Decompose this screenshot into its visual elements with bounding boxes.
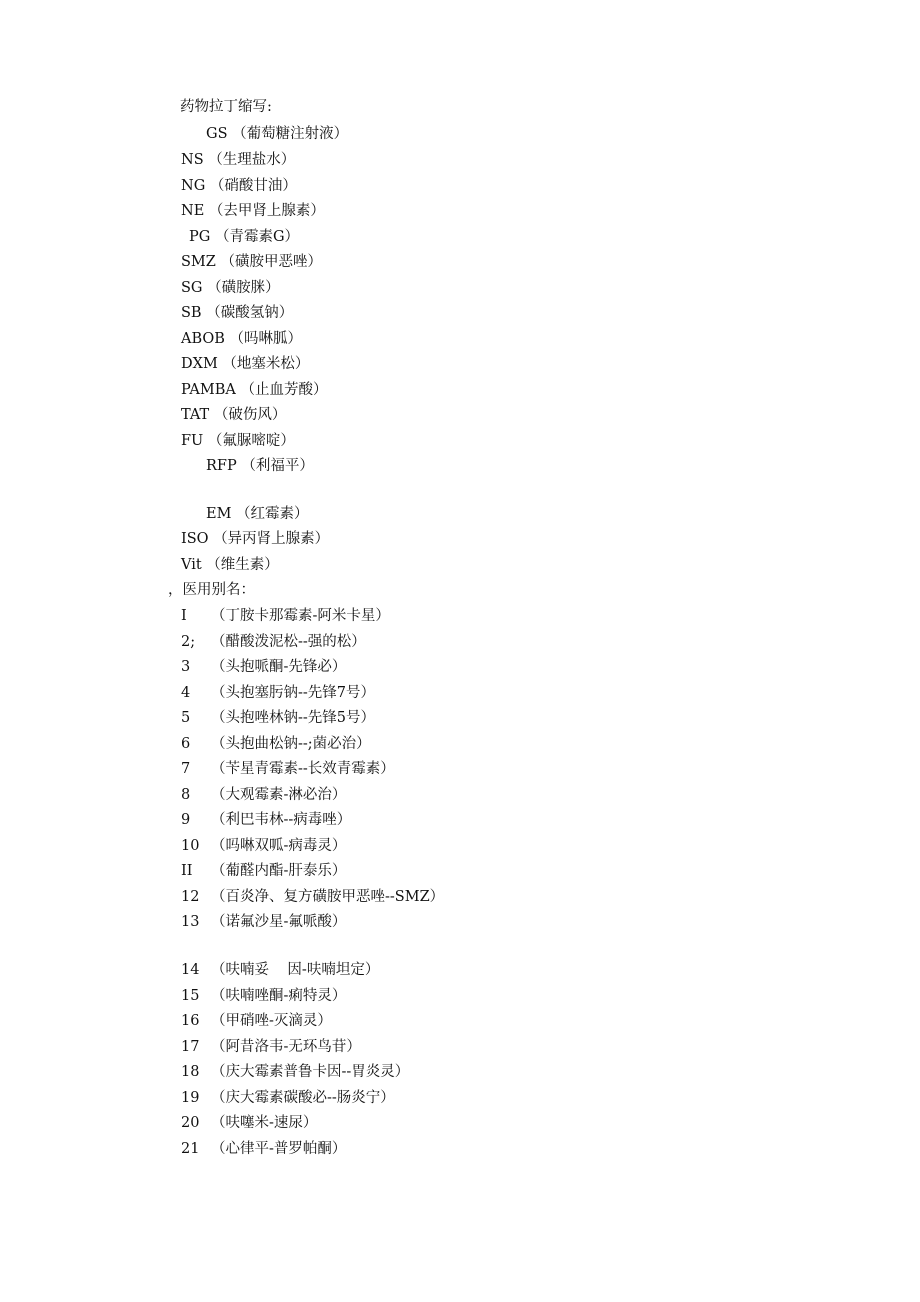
alias-text: （头抱哌酮-先锋必） (211, 659, 347, 675)
alias-item (181, 986, 346, 1006)
abbreviation-name: （生理盐水） (203, 152, 296, 168)
abbreviation-name: （碳酸氢钠） (201, 305, 294, 321)
alias-item (181, 632, 366, 652)
abbreviation-code: GS (206, 126, 228, 142)
alias-text: （头抱唑林钠--先锋5号） (211, 710, 376, 726)
alias-number: 8 (181, 787, 191, 803)
section-heading-medical-aliases: ，医用别名： (168, 582, 255, 598)
alias-text: （呋喃妥 因-呋喃坦定） (211, 962, 380, 978)
abbreviation-code: NS (181, 152, 204, 168)
abbreviation-name: （青霉素G） (210, 229, 300, 245)
alias-item (181, 1011, 332, 1031)
alias-text: （头抱塞肟钠--先锋7号） (211, 685, 376, 701)
alias-text: （诺氟沙星-氟哌酸） (211, 914, 347, 930)
alias-item (181, 734, 371, 754)
alias-item (181, 1088, 395, 1108)
alias-number: II (181, 863, 193, 879)
abbreviation-item (181, 201, 325, 221)
abbreviation-code: DXM (181, 356, 218, 372)
alias-text: （心律平-普罗帕酮） (211, 1141, 347, 1157)
alias-number: 6 (181, 736, 191, 752)
abbreviation-code: FU (181, 433, 204, 449)
abbreviation-item (181, 405, 286, 425)
abbreviation-code: Vit (181, 557, 202, 573)
alias-item (181, 1062, 409, 1082)
alias-number: 2; (181, 634, 196, 650)
alias-item (181, 960, 379, 980)
abbreviation-name: （硝酸甘油） (205, 178, 297, 194)
alias-text: （甲硝唑-灭滴灵） (211, 1013, 332, 1029)
alias-text: （醋酸泼泥松--强的松） (211, 634, 366, 650)
abbreviation-item (181, 555, 279, 575)
abbreviation-code: ABOB (181, 331, 225, 347)
alias-item (181, 912, 346, 932)
alias-item (181, 1113, 317, 1133)
alias-item (181, 887, 444, 907)
alias-text: （葡醛内酯-肝泰乐） (211, 863, 347, 879)
alias-item (181, 708, 375, 728)
alias-text: （利巴韦林--病毒唑） (211, 812, 352, 828)
abbreviation-code: TAT (181, 407, 210, 423)
alias-number: 15 (181, 988, 200, 1004)
abbreviation-item (181, 278, 280, 298)
abbreviation-name: （葡萄糖注射液） (227, 126, 349, 142)
abbreviation-code: NE (181, 203, 205, 219)
alias-item (181, 759, 395, 779)
abbreviation-item (206, 504, 309, 524)
alias-number: 16 (181, 1013, 200, 1029)
alias-text: （百炎净、复方磺胺甲恶唑--SMZ） (211, 889, 445, 905)
abbreviation-code: NG (181, 178, 206, 194)
abbreviation-name: （磺胺脒） (202, 280, 280, 296)
alias-text: （吗啉双呱-病毒灵） (211, 838, 347, 854)
alias-item (181, 1139, 346, 1159)
abbreviation-item (181, 329, 302, 349)
alias-number: 13 (181, 914, 200, 930)
abbreviation-code: EM (206, 506, 232, 522)
alias-item (181, 683, 375, 703)
alias-number: 5 (181, 710, 191, 726)
abbreviation-item (181, 176, 297, 196)
alias-text: （呋噻米-速尿） (211, 1115, 318, 1131)
alias-text: （头抱曲松钠--;菌必治） (211, 736, 371, 752)
alias-item (181, 861, 346, 881)
abbreviation-code: PAMBA (181, 382, 236, 398)
alias-text: （庆大霉素普鲁卡因--胃炎灵） (211, 1064, 410, 1080)
abbreviation-name: （异丙肾上腺素） (208, 531, 330, 547)
abbreviation-name: （地塞米松） (217, 356, 310, 372)
alias-text: （呋喃唑酮-痢特灵） (211, 988, 347, 1004)
alias-item (181, 657, 346, 677)
abbreviation-code: ISO (181, 531, 209, 547)
alias-number: 7 (181, 761, 191, 777)
abbreviation-item (181, 252, 322, 272)
abbreviation-item (181, 380, 327, 400)
alias-text: （丁胺卡那霉素-阿米卡星） (211, 608, 390, 624)
abbreviation-code: SMZ (181, 254, 216, 270)
alias-number: 12 (181, 889, 200, 905)
alias-text: （阿昔洛韦-无环鸟苷） (211, 1039, 361, 1055)
abbreviation-name: （利福平） (236, 458, 314, 474)
abbreviation-code: RFP (206, 458, 237, 474)
abbreviation-name: （去甲肾上腺素） (204, 203, 325, 219)
abbreviation-name: （维生素） (201, 557, 279, 573)
abbreviation-code: PG (189, 229, 211, 245)
abbreviation-code: SB (181, 305, 202, 321)
section-heading-latin-abbreviations: 药物拉丁缩写: (180, 99, 272, 115)
abbreviation-item (206, 456, 314, 476)
alias-number: 19 (181, 1090, 200, 1106)
alias-number: 17 (181, 1039, 200, 1055)
alias-text: （苄星青霉素--长效青霉素） (211, 761, 395, 777)
abbreviation-item (181, 150, 295, 170)
abbreviation-item (181, 354, 309, 374)
alias-number: 3 (181, 659, 191, 675)
alias-item (181, 836, 346, 856)
alias-number: I (181, 608, 187, 624)
abbreviation-name: （吗啉胍） (224, 331, 303, 347)
abbreviation-name: （破伤风） (209, 407, 287, 423)
abbreviation-item (181, 303, 293, 323)
alias-number: 4 (181, 685, 191, 701)
abbreviation-item (181, 529, 329, 549)
alias-number: 14 (181, 962, 200, 978)
abbreviation-item (181, 431, 295, 451)
abbreviation-item (189, 227, 299, 247)
abbreviation-name: （磺胺甲恶唑） (215, 254, 322, 270)
alias-item (181, 606, 390, 626)
abbreviation-item (206, 124, 348, 144)
alias-item (181, 785, 346, 805)
alias-item (181, 1037, 361, 1057)
alias-number: 20 (181, 1115, 200, 1131)
abbreviation-name: （止血芳酸） (235, 382, 328, 398)
alias-number: 9 (181, 812, 191, 828)
abbreviation-name: （氟脲嘧啶） (203, 433, 295, 449)
abbreviation-code: SG (181, 280, 203, 296)
alias-number: 18 (181, 1064, 200, 1080)
alias-number: 10 (181, 838, 200, 854)
alias-item (181, 810, 351, 830)
alias-text: （大观霉素-淋必治） (211, 787, 347, 803)
abbreviation-name: （红霉素） (231, 506, 309, 522)
alias-number: 21 (181, 1141, 200, 1157)
alias-text: （庆大霉素碳酸必--肠炎宁） (211, 1090, 395, 1106)
